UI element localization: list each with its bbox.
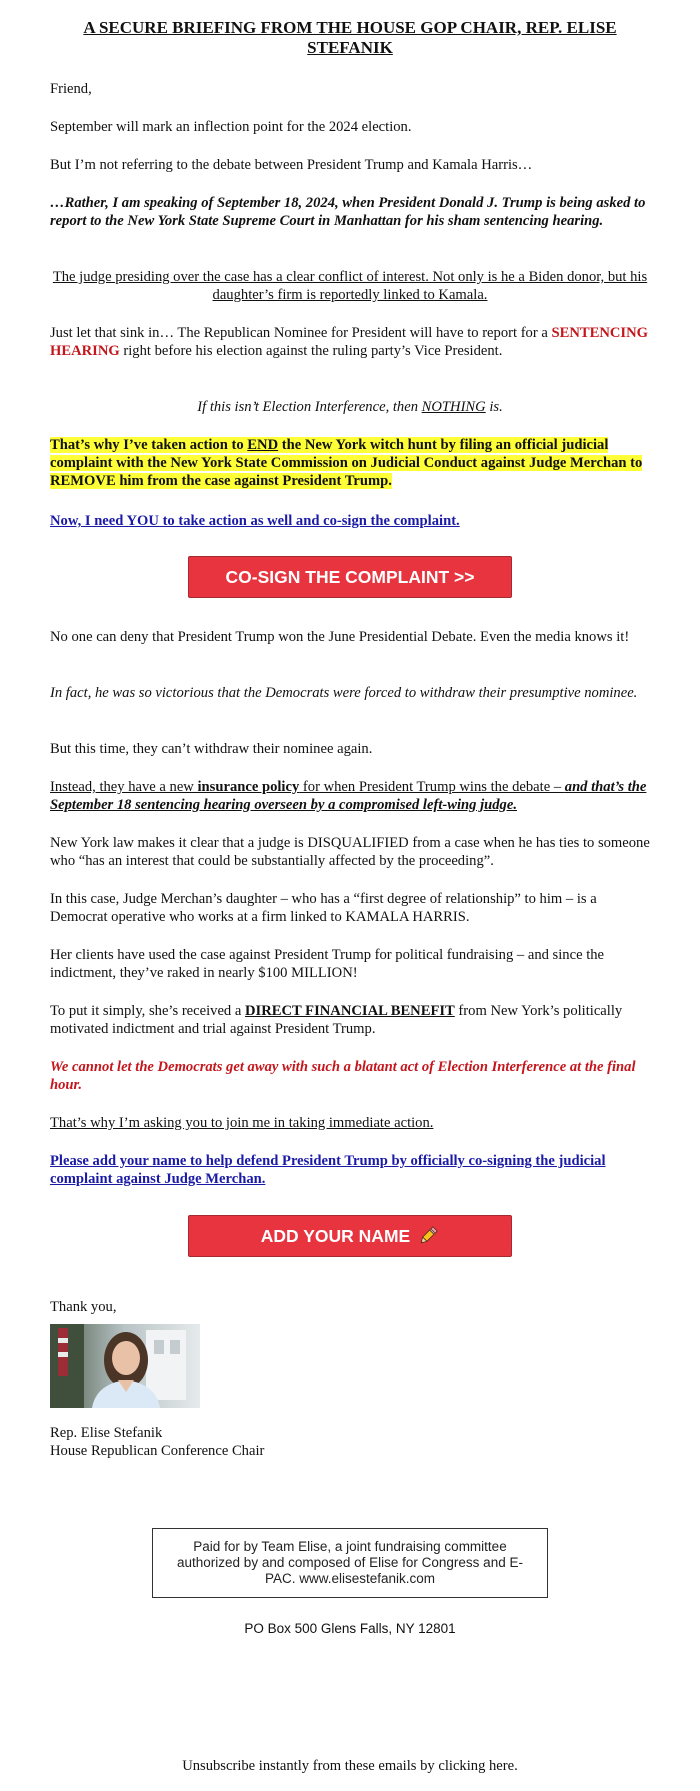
- nothing-emphasis: NOTHING: [421, 399, 486, 415]
- paragraph-fundraising: Her clients have used the case against President Trump for political fundraising – and since the indictment, they’ve raked in nearly $100 MILLION!: [50, 947, 605, 981]
- text: for when President Trump wins the debate –: [299, 779, 565, 795]
- paragraph-conflict: The judge presiding over the case has a clear conflict of interest. Not only is he a Biden donor, but his daughter’s firm is reportedly linked to Kamala.: [52, 269, 648, 303]
- sentencing-hearing-emphasis: SENTENCING HEARING: [50, 325, 648, 359]
- add-your-name-button[interactable]: [188, 1215, 512, 1257]
- paragraph-election-interference: [50, 398, 650, 416]
- text: Just let that sink in… The Republican Nominee for President will have to report for a: [50, 325, 552, 341]
- paragraph-final-hour: We cannot let the Democrats get away with such a blatant act of Election Interference at the final hour.: [50, 1059, 636, 1093]
- unsubscribe-link[interactable]: Unsubscribe instantly from these emails by clicking here.: [182, 1758, 518, 1774]
- page-title: A SECURE BRIEFING FROM THE HOUSE GOP CHAIR, REP. ELISE STEFANIK: [83, 18, 617, 57]
- text: is.: [485, 399, 503, 415]
- paragraph-complaint: [50, 436, 650, 490]
- end-emphasis: END: [247, 437, 279, 453]
- paragraph-financial-benefit: [50, 1002, 650, 1038]
- paragraph-debate: But I’m not referring to the debate between President Trump and Kamala Harris…: [50, 157, 533, 173]
- direct-benefit-emphasis: DIRECT FINANCIAL BENEFIT: [245, 1003, 455, 1019]
- highlight-text: [50, 437, 642, 489]
- paragraph-ny-law: New York law makes it clear that a judge is DISQUALIFIED from a case when he has ties to someone who “has an interest that could be substantially affected by the proceeding”.: [50, 835, 650, 869]
- sentencing-emphasis: and that’s the September 18 sentencing hearing overseen by a compromised left-wing judge.: [50, 779, 647, 813]
- greeting: Friend,: [50, 81, 92, 97]
- paragraph-daughter: In this case, Judge Merchan’s daughter – who has a “first degree of relationship” to him – is a Democrat operative who works at a firm linked to KAMALA HARRIS.: [50, 891, 597, 925]
- paragraph-inflection: September will mark an inflection point for the 2024 election.: [50, 119, 412, 135]
- text: from New York’s politically motivated indictment and trial against President Trump.: [50, 1003, 623, 1037]
- paragraph-debate-win: No one can deny that President Trump won the June Presidential Debate. Even the media knows it!: [50, 629, 630, 645]
- add-your-name-label: ADD YOUR NAME: [260, 1225, 411, 1246]
- text: the New York witch hunt by filing an official judicial complaint with the New York State Commission on Judicial Conduct against Judge Merchan to REMOVE him from the case against President Trump.: [50, 437, 643, 489]
- cosign-complaint-button[interactable]: CO-SIGN THE COMPLAINT >>: [188, 556, 512, 598]
- signature-name: Rep. Elise Stefanik: [50, 1425, 163, 1441]
- text: To put it simply, she’s received a: [50, 1003, 246, 1019]
- mailing-address: PO Box 500 Glens Falls, NY 12801: [244, 1621, 456, 1636]
- paragraph-immediate-action: That’s why I’m asking you to join me in taking immediate action.: [50, 1115, 434, 1131]
- text: Instead, they have a new: [50, 779, 198, 795]
- insurance-policy-emphasis: insurance policy: [197, 779, 300, 795]
- text: That’s why I’ve taken action to: [50, 437, 248, 453]
- portrait-photo: [50, 1324, 200, 1408]
- cosign-link[interactable]: Now, I need YOU to take action as well and co-sign the complaint.: [50, 513, 460, 529]
- signature-title: House Republican Conference Chair: [50, 1443, 265, 1459]
- paid-for-disclaimer: Paid for by Team Elise, a joint fundraising committee authorized by and composed of Elise for Congress and E-PAC. www.elisestefanik.com: [152, 1528, 548, 1598]
- paragraph-withdraw: But this time, they can’t withdraw their nominee again.: [50, 741, 373, 757]
- add-name-link[interactable]: Please add your name to help defend President Trump by officially co-signing the judicial complaint against Judge Merchan.: [50, 1153, 606, 1187]
- text: right before his election against the ruling party’s Vice President.: [119, 343, 503, 359]
- paragraph-victorious: In fact, he was so victorious that the Democrats were forced to withdraw their presumptive nominee.: [50, 685, 638, 701]
- paragraph-insurance-policy: [50, 778, 650, 814]
- text: If this isn’t Election Interference, then: [197, 399, 422, 415]
- paragraph-sentencing-date: …Rather, I am speaking of September 18, 2024, when President Donald J. Trump is being asked to report to the New York State Supreme Court in Manhattan for his sham sentencing hearing.: [50, 195, 646, 229]
- pencil-icon: [417, 1225, 439, 1247]
- signoff: Thank you,: [50, 1299, 117, 1315]
- paragraph-sink-in: [50, 324, 650, 360]
